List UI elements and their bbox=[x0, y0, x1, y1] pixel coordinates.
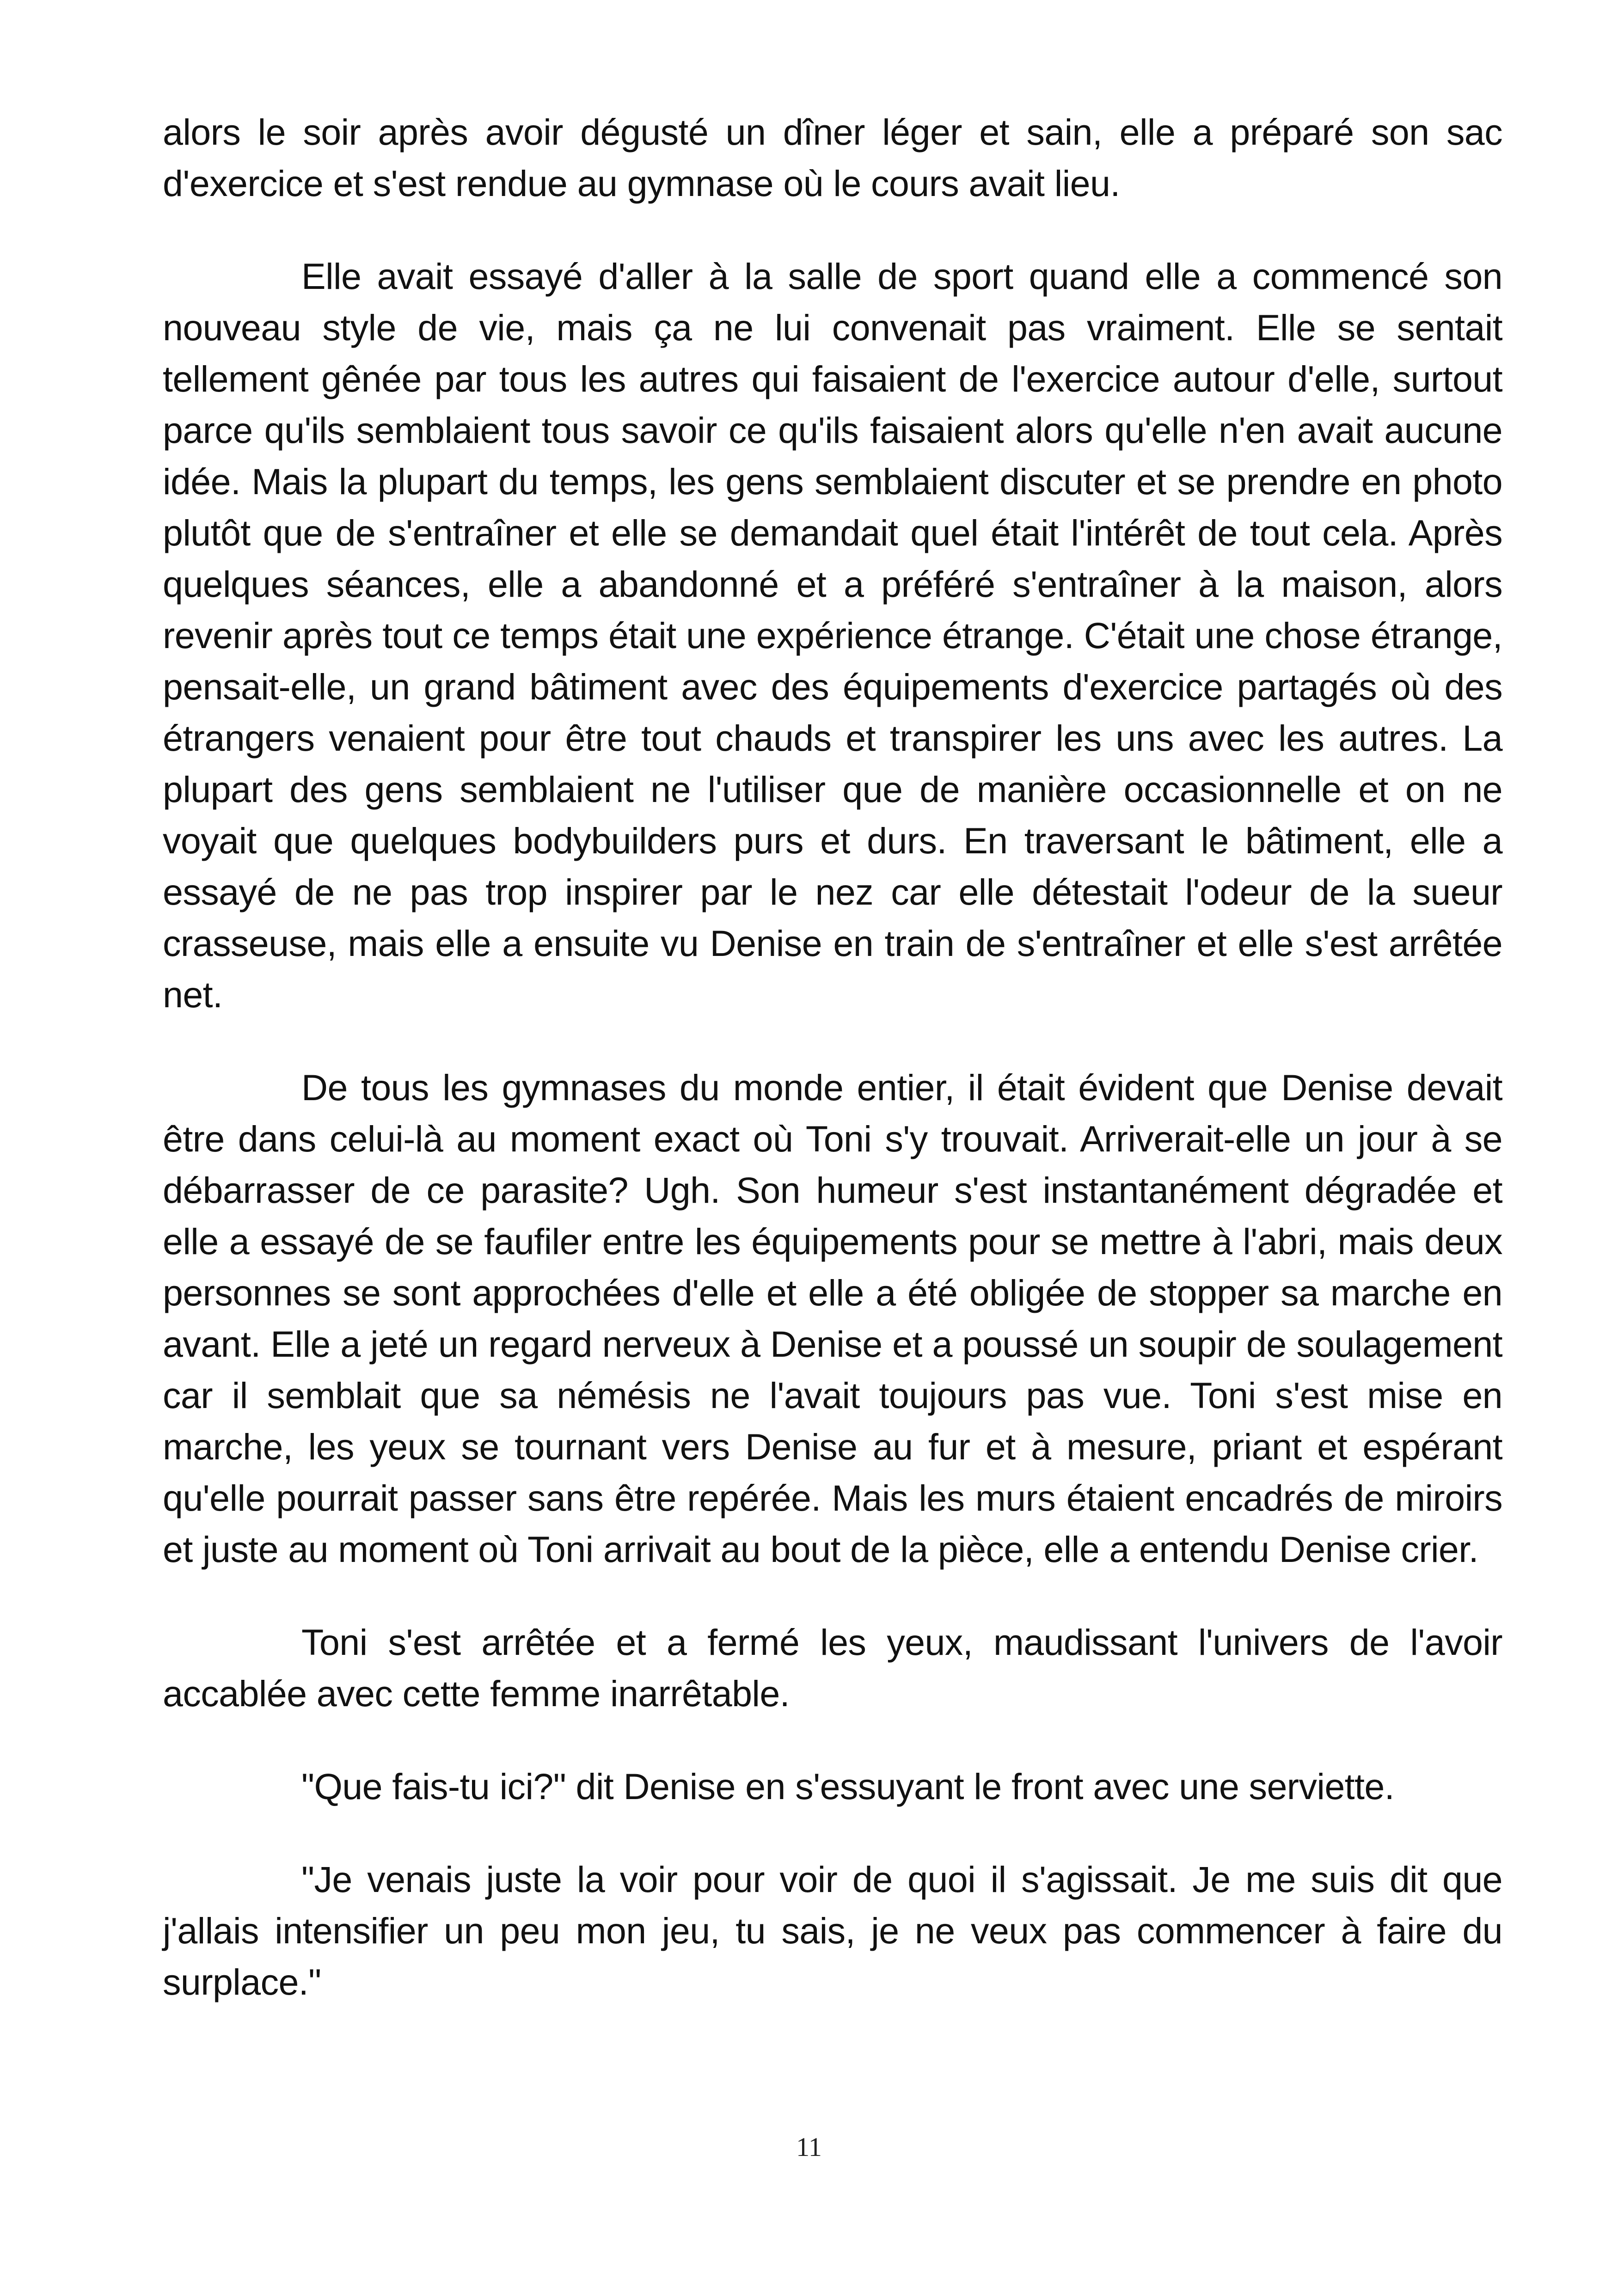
page-number: 11 bbox=[796, 2132, 822, 2162]
paragraph-3: De tous les gymnases du monde entier, il était évident que Denise devait être dans celui-là au moment exact où Toni s'y trouvait. Arriverait-elle un jour à se débarrasser de ce parasite? Ugh. Son humeur s'est instantanément dégradée et elle a essayé de se faufiler entre les équipements pour se mettre à l'abri, mais deux personnes se sont approchées d'elle et elle a été obligée de stopper sa marche en avant. Elle a jeté un regard nerveux à Denise et a poussé un soupir de soulagement car il semblait que sa némésis ne l'avait toujours pas vue. Toni s'est mise en marche, les yeux se tournant vers Denise au fur et à mesure, priant et espérant qu'elle pourrait passer sans être repérée. Mais les murs étaient encadrés de miroirs et juste au moment où Toni arrivait au bout de la pièce, elle a entendu Denise crier. bbox=[163, 1067, 1502, 1570]
paragraph-6: "Je venais juste la voir pour voir de quoi il s'agissait. Je me suis dit que j'allais intensifier un peu mon jeu, tu sais, je ne veux pas commencer à faire du surplace." bbox=[163, 1859, 1502, 2002]
paragraph-2: Elle avait essayé d'aller à la salle de sport quand elle a commencé son nouveau style de vie, mais ça ne lui convenait pas vraiment. Elle se sentait tellement gênée par tous les autres qui faisaient de l'exercice autour d'elle, surtout parce qu'ils semblaient tous savoir ce qu'ils faisaient alors qu'elle n'en avait aucune idée. Mais la plupart du temps, les gens semblaient discuter et se prendre en photo plutôt que de s'entraîner et elle se demandait quel était l'intérêt de tout cela. Après quelques séances, elle a abandonné et a préféré s'entraîner à la maison, alors revenir après tout ce temps était une expérience étrange. C'était une chose étrange, pensait-elle, un grand bâtiment avec des équipements d'exercice partagés où des étrangers venaient pour être tout chauds et transpirer les uns avec les autres. La plupart des gens semblaient ne l'utiliser que de manière occasionnelle et on ne voyait que quelques bodybuilders purs et durs. En traversant le bâtiment, elle a essayé de ne pas trop inspirer par le nez car elle détestait l'odeur de la sueur crasseuse, mais elle a ensuite vu Denise en train de s'entraîner et elle s'est arrêtée net. bbox=[163, 256, 1502, 1015]
body-text bbox=[163, 106, 1502, 2049]
paragraph-4: Toni s'est arrêtée et a fermé les yeux, maudissant l'univers de l'avoir accablée avec cette femme inarrêtable. bbox=[163, 1622, 1502, 1714]
paragraph-5: "Que fais-tu ici?" dit Denise en s'essuyant le front avec une serviette. bbox=[301, 1766, 1395, 1807]
paragraph-1: alors le soir après avoir dégusté un dîner léger et sain, elle a préparé son sac d'exercice et s'est rendue au gymnase où le cours avait lieu. bbox=[163, 111, 1502, 204]
